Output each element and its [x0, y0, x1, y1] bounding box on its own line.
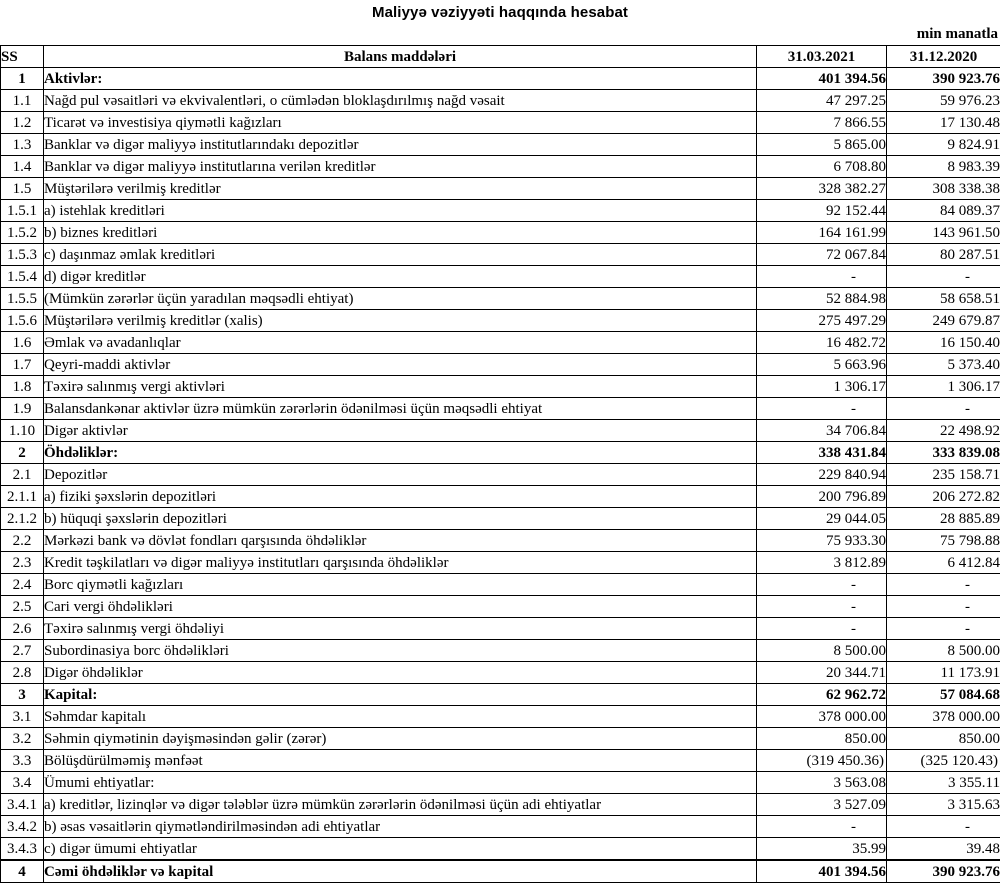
- row-number: 2.5: [1, 596, 44, 618]
- row-item-label: Balansdankənar aktivlər üzrə mümkün zərərlərin ödənilməsi üçün məqsədli ehtiyat: [44, 398, 757, 420]
- row-item-label: Təxirə salınmış vergi öhdəliyi: [44, 618, 757, 640]
- row-value-2021: 20 344.71: [757, 662, 887, 684]
- row-item-label: Qeyri-maddi aktivlər: [44, 354, 757, 376]
- table-row: [1, 134, 1000, 156]
- table-row: [1, 332, 1000, 354]
- row-value-2020: 390 923.76: [887, 860, 1000, 883]
- row-value-2020: 308 338.38: [887, 178, 1000, 200]
- row-number: 1.8: [1, 376, 44, 398]
- table-row: [1, 200, 1000, 222]
- row-value-2021: 3 563.08: [757, 772, 887, 794]
- table-row: [1, 420, 1000, 442]
- row-value-2020: 6 412.84: [887, 552, 1000, 574]
- row-value-2021: 52 884.98: [757, 288, 887, 310]
- row-value-2021: 5 865.00: [757, 134, 887, 156]
- table-row: [1, 794, 1000, 816]
- row-value-2020: 235 158.71: [887, 464, 1000, 486]
- row-value-2020: -: [887, 816, 1000, 838]
- row-value-2020: 9 824.91: [887, 134, 1000, 156]
- row-value-2020: 333 839.08: [887, 442, 1000, 464]
- row-item-label: Təxirə salınmış vergi aktivləri: [44, 376, 757, 398]
- row-item-label: Aktivlər:: [44, 68, 757, 90]
- row-number: 1.5.5: [1, 288, 44, 310]
- row-value-2021: 34 706.84: [757, 420, 887, 442]
- row-value-2021: -: [757, 574, 887, 596]
- row-number: 2.1.1: [1, 486, 44, 508]
- row-number: 2.6: [1, 618, 44, 640]
- row-value-2021: 401 394.56: [757, 860, 887, 883]
- table-row: [1, 156, 1000, 178]
- col-header-date-2020: 31.12.2020: [887, 46, 1000, 68]
- table-row: [1, 618, 1000, 640]
- row-value-2020: 17 130.48: [887, 112, 1000, 134]
- row-number: 3.1: [1, 706, 44, 728]
- row-value-2021: 35.99: [757, 838, 887, 861]
- row-number: 3.4.3: [1, 838, 44, 861]
- row-item-label: Mərkəzi bank və dövlət fondları qarşısında öhdəliklər: [44, 530, 757, 552]
- row-value-2020: 84 089.37: [887, 200, 1000, 222]
- table-row: [1, 838, 1000, 861]
- row-value-2021: 401 394.56: [757, 68, 887, 90]
- row-number: 2.8: [1, 662, 44, 684]
- row-value-2020: 143 961.50: [887, 222, 1000, 244]
- header-row: [1, 46, 1000, 68]
- row-value-2020: 3 355.11: [887, 772, 1000, 794]
- table-row: [1, 860, 1000, 883]
- row-number: 2.4: [1, 574, 44, 596]
- row-value-2020: 5 373.40: [887, 354, 1000, 376]
- row-number: 3.3: [1, 750, 44, 772]
- table-row: [1, 530, 1000, 552]
- table-row: [1, 222, 1000, 244]
- row-number: 1.5: [1, 178, 44, 200]
- row-value-2021: 6 708.80: [757, 156, 887, 178]
- row-item-label: b) biznes kreditləri: [44, 222, 757, 244]
- row-value-2021: -: [757, 398, 887, 420]
- row-value-2021: 72 067.84: [757, 244, 887, 266]
- row-value-2021: 275 497.29: [757, 310, 887, 332]
- row-value-2021: -: [757, 618, 887, 640]
- row-item-label: Cari vergi öhdəlikləri: [44, 596, 757, 618]
- col-header-items: Balans maddələri: [44, 46, 757, 68]
- row-value-2020: 11 173.91: [887, 662, 1000, 684]
- row-value-2021: 5 663.96: [757, 354, 887, 376]
- table-row: [1, 266, 1000, 288]
- row-number: 2: [1, 442, 44, 464]
- row-item-label: Banklar və digər maliyyə institutlarına verilən kreditlər: [44, 156, 757, 178]
- row-item-label: Digər öhdəliklər: [44, 662, 757, 684]
- row-item-label: Müştərilərə verilmiş kreditlər (xalis): [44, 310, 757, 332]
- row-item-label: Digər aktivlər: [44, 420, 757, 442]
- page-title: Maliyyə vəziyyəti haqqında hesabat: [372, 4, 628, 21]
- row-value-2020: -: [887, 574, 1000, 596]
- table-row: [1, 376, 1000, 398]
- table-row: [1, 596, 1000, 618]
- row-value-2021: -: [757, 596, 887, 618]
- row-number: 1.2: [1, 112, 44, 134]
- row-number: 1.5.4: [1, 266, 44, 288]
- row-value-2021: 3 812.89: [757, 552, 887, 574]
- row-number: 2.1: [1, 464, 44, 486]
- row-value-2020: -: [887, 398, 1000, 420]
- row-value-2021: 3 527.09: [757, 794, 887, 816]
- row-item-label: Əmlak və avadanlıqlar: [44, 332, 757, 354]
- row-number: 4: [1, 860, 44, 883]
- row-value-2021: 378 000.00: [757, 706, 887, 728]
- row-item-label: c) daşınmaz əmlak kreditləri: [44, 244, 757, 266]
- row-item-label: a) istehlak kreditləri: [44, 200, 757, 222]
- row-number: 1.7: [1, 354, 44, 376]
- table-row: [1, 728, 1000, 750]
- table-row: [1, 640, 1000, 662]
- table-body: [1, 68, 1000, 883]
- row-value-2020: 58 658.51: [887, 288, 1000, 310]
- col-header-ss: SS: [1, 46, 44, 68]
- row-item-label: b) əsas vəsaitlərin qiymətləndirilməsindən adi ehtiyatlar: [44, 816, 757, 838]
- row-value-2020: 28 885.89: [887, 508, 1000, 530]
- row-value-2021: -: [757, 266, 887, 288]
- row-item-label: Ümumi ehtiyatlar:: [44, 772, 757, 794]
- row-number: 1.5.6: [1, 310, 44, 332]
- row-number: 1.5.3: [1, 244, 44, 266]
- row-value-2020: 8 500.00: [887, 640, 1000, 662]
- row-value-2021: 200 796.89: [757, 486, 887, 508]
- row-value-2021: -: [757, 816, 887, 838]
- row-item-label: Səhmin qiymətinin dəyişməsindən gəlir (zərər): [44, 728, 757, 750]
- table-row: [1, 508, 1000, 530]
- table-row: [1, 662, 1000, 684]
- row-number: 1.6: [1, 332, 44, 354]
- row-value-2020: -: [887, 266, 1000, 288]
- row-number: 1.1: [1, 90, 44, 112]
- row-number: 1.3: [1, 134, 44, 156]
- row-value-2020: 850.00: [887, 728, 1000, 750]
- row-value-2020: 57 084.68: [887, 684, 1000, 706]
- table-row: [1, 244, 1000, 266]
- row-item-label: (Mümkün zərərlər üçün yaradılan məqsədli ehtiyat): [44, 288, 757, 310]
- row-number: 2.1.2: [1, 508, 44, 530]
- row-value-2021: 7 866.55: [757, 112, 887, 134]
- row-number: 1.10: [1, 420, 44, 442]
- row-number: 2.2: [1, 530, 44, 552]
- row-value-2020: 8 983.39: [887, 156, 1000, 178]
- table-row: [1, 772, 1000, 794]
- row-value-2020: 80 287.51: [887, 244, 1000, 266]
- row-value-2020: 1 306.17: [887, 376, 1000, 398]
- row-item-label: Kredit təşkilatları və digər maliyyə institutları qarşısında öhdəliklər: [44, 552, 757, 574]
- row-number: 1: [1, 68, 44, 90]
- row-item-label: Subordinasiya borc öhdəlikləri: [44, 640, 757, 662]
- row-item-label: Borc qiymətli kağızları: [44, 574, 757, 596]
- table-row: [1, 90, 1000, 112]
- table-row: [1, 178, 1000, 200]
- col-header-date-2021: 31.03.2021: [757, 46, 887, 68]
- row-number: 3.2: [1, 728, 44, 750]
- row-number: 2.7: [1, 640, 44, 662]
- row-value-2020: 22 498.92: [887, 420, 1000, 442]
- row-number: 3: [1, 684, 44, 706]
- row-item-label: Depozitlər: [44, 464, 757, 486]
- row-item-label: Cəmi öhdəliklər və kapital: [44, 860, 757, 883]
- row-value-2021: (319 450.36): [757, 750, 887, 772]
- row-value-2020: -: [887, 596, 1000, 618]
- row-value-2020: 39.48: [887, 838, 1000, 861]
- row-value-2020: 390 923.76: [887, 68, 1000, 90]
- table-row: [1, 816, 1000, 838]
- row-item-label: d) digər kreditlər: [44, 266, 757, 288]
- row-number: 3.4: [1, 772, 44, 794]
- row-number: 1.9: [1, 398, 44, 420]
- row-item-label: Səhmdar kapitalı: [44, 706, 757, 728]
- row-item-label: Ticarət və investisiya qiymətli kağızları: [44, 112, 757, 134]
- row-item-label: a) kreditlər, lizinqlər və digər tələblər üzrə mümkün zərərlərin ödənilməsi üçün adi ehtiyatlar: [44, 794, 757, 816]
- row-value-2021: 29 044.05: [757, 508, 887, 530]
- row-value-2020: 3 315.63: [887, 794, 1000, 816]
- row-value-2020: 16 150.40: [887, 332, 1000, 354]
- table-row: [1, 354, 1000, 376]
- row-value-2021: 850.00: [757, 728, 887, 750]
- row-item-label: Banklar və digər maliyyə institutlarındakı depozitlər: [44, 134, 757, 156]
- row-value-2021: 1 306.17: [757, 376, 887, 398]
- row-item-label: c) digər ümumi ehtiyatlar: [44, 838, 757, 861]
- row-value-2021: 62 962.72: [757, 684, 887, 706]
- row-value-2021: 75 933.30: [757, 530, 887, 552]
- table-row: [1, 398, 1000, 420]
- unit-note: min manatla: [916, 26, 998, 42]
- row-item-label: Nağd pul vəsaitləri və ekvivalentləri, o cümlədən bloklaşdırılmış nağd vəsait: [44, 90, 757, 112]
- row-value-2021: 16 482.72: [757, 332, 887, 354]
- table-row: [1, 486, 1000, 508]
- table-row: [1, 112, 1000, 134]
- row-number: 3.4.1: [1, 794, 44, 816]
- balance-sheet-table: [0, 45, 1000, 883]
- table-row: [1, 750, 1000, 772]
- row-number: 1.5.2: [1, 222, 44, 244]
- row-value-2020: 378 000.00: [887, 706, 1000, 728]
- row-value-2021: 47 297.25: [757, 90, 887, 112]
- table-row: [1, 706, 1000, 728]
- table-row: [1, 574, 1000, 596]
- row-value-2021: 328 382.27: [757, 178, 887, 200]
- row-value-2021: 164 161.99: [757, 222, 887, 244]
- row-number: 2.3: [1, 552, 44, 574]
- row-item-label: Müştərilərə verilmiş kreditlər: [44, 178, 757, 200]
- row-value-2020: 59 976.23: [887, 90, 1000, 112]
- row-value-2020: 75 798.88: [887, 530, 1000, 552]
- row-item-label: Öhdəliklər:: [44, 442, 757, 464]
- row-value-2021: 229 840.94: [757, 464, 887, 486]
- row-item-label: Kapital:: [44, 684, 757, 706]
- row-number: 3.4.2: [1, 816, 44, 838]
- row-item-label: b) hüquqi şəxslərin depozitləri: [44, 508, 757, 530]
- table-row: [1, 464, 1000, 486]
- table-row: [1, 552, 1000, 574]
- row-value-2020: (325 120.43): [887, 750, 1000, 772]
- table-row: [1, 68, 1000, 90]
- table-row: [1, 310, 1000, 332]
- row-value-2020: -: [887, 618, 1000, 640]
- row-number: 1.5.1: [1, 200, 44, 222]
- row-value-2020: 249 679.87: [887, 310, 1000, 332]
- row-value-2020: 206 272.82: [887, 486, 1000, 508]
- row-item-label: a) fiziki şəxslərin depozitləri: [44, 486, 757, 508]
- table-row: [1, 442, 1000, 464]
- row-item-label: Bölüşdürülməmiş mənfəət: [44, 750, 757, 772]
- table-row: [1, 288, 1000, 310]
- table-row: [1, 684, 1000, 706]
- row-value-2021: 338 431.84: [757, 442, 887, 464]
- row-value-2021: 92 152.44: [757, 200, 887, 222]
- row-value-2021: 8 500.00: [757, 640, 887, 662]
- row-number: 1.4: [1, 156, 44, 178]
